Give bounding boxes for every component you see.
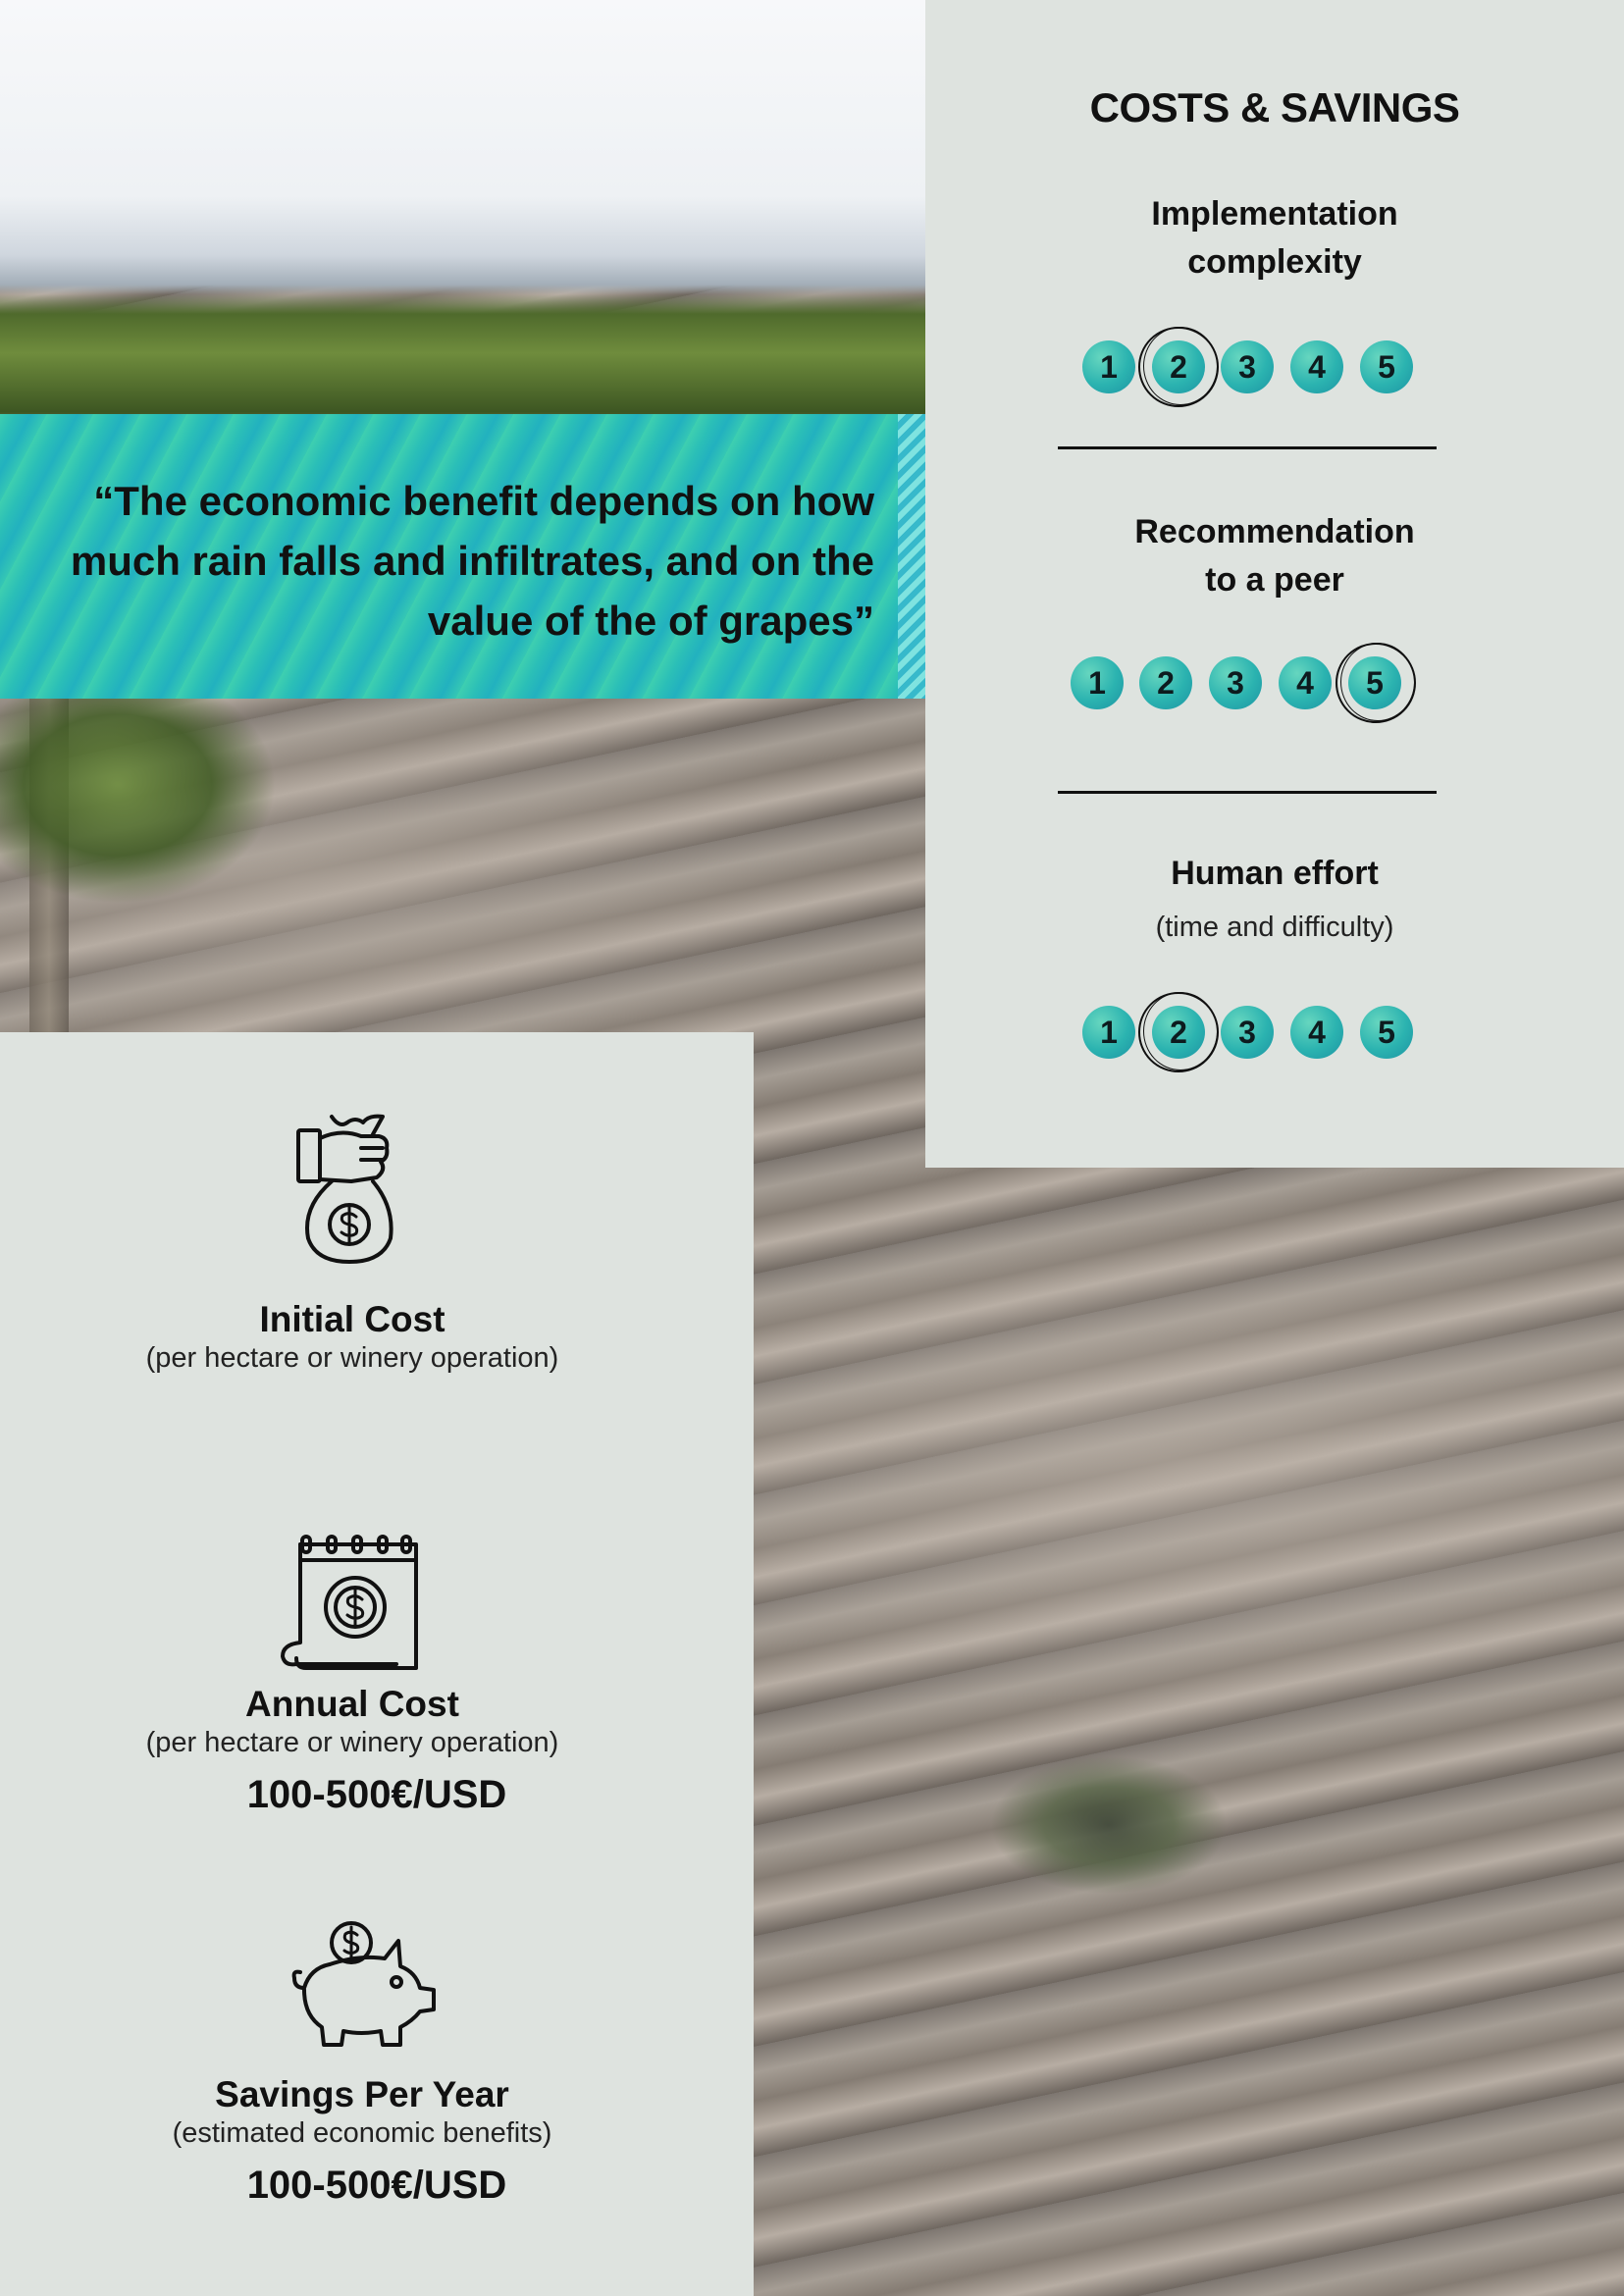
banner-stripe [898,414,925,699]
calendar-dollar-icon [279,1535,421,1672]
ground-leaves [981,1747,1236,1904]
rating-implementation-complexity [925,190,1624,287]
rating-dot-3: 3 [1209,656,1262,709]
rating-title: Recommendation to a peer [1134,513,1415,599]
annual-cost-block [0,1684,729,1817]
quote-banner [0,414,925,699]
vine-foliage [0,687,314,942]
rating-subtitle: (time and difficulty) [1155,912,1394,943]
cost-subtitle: (per hectare or winery operation) [145,1727,559,1758]
rating-dot-2: 2 [1152,1006,1205,1059]
rating-dot-1: 1 [1071,656,1124,709]
rating-title: Human effort [1171,855,1379,892]
rating-dot-3: 3 [1221,1006,1274,1059]
rating-dot-2: 2 [1152,340,1205,393]
panel-title: COSTS & SAVINGS [1089,84,1460,130]
rating-dot-4: 4 [1290,1006,1343,1059]
cost-info-panel [0,1032,754,2296]
rating-recommendation [925,508,1624,604]
rating-dot-2: 2 [1139,656,1192,709]
rating-human-effort [925,850,1624,944]
quote-text: “The economic benefit depends on how much rain falls and infiltrates, and on the value of the of grapes” [70,478,874,644]
piggy-bank-icon [290,1919,440,2049]
rating-dot-4: 4 [1279,656,1332,709]
section-divider [1058,446,1437,449]
cost-subtitle: (per hectare or winery operation) [145,1342,559,1374]
cost-title: Initial Cost [259,1299,445,1339]
rating-dot-4: 4 [1290,340,1343,393]
rating-scale [925,1003,1624,1062]
rating-title: Implementation complexity [1151,195,1398,281]
money-bag-hand-icon [292,1109,405,1266]
rating-dot-1: 1 [1082,340,1135,393]
cost-subtitle: (estimated economic benefits) [172,2117,552,2149]
savings-per-year-block [0,2074,739,2208]
section-divider [1058,791,1437,794]
rating-dot-5: 5 [1360,340,1413,393]
rating-scale [925,653,1624,712]
cost-title: Annual Cost [245,1684,459,1724]
cost-value: 100-500€/USD [246,1773,507,1816]
rating-dot-3: 3 [1221,340,1274,393]
rating-dot-1: 1 [1082,1006,1135,1059]
costs-savings-panel [925,0,1624,1168]
cost-value: 100-500€/USD [246,2164,507,2207]
rating-dot-5: 5 [1348,656,1401,709]
cost-title: Savings Per Year [215,2074,509,2114]
rating-scale [925,338,1624,396]
rating-dot-5: 5 [1360,1006,1413,1059]
initial-cost-block [0,1299,729,1388]
